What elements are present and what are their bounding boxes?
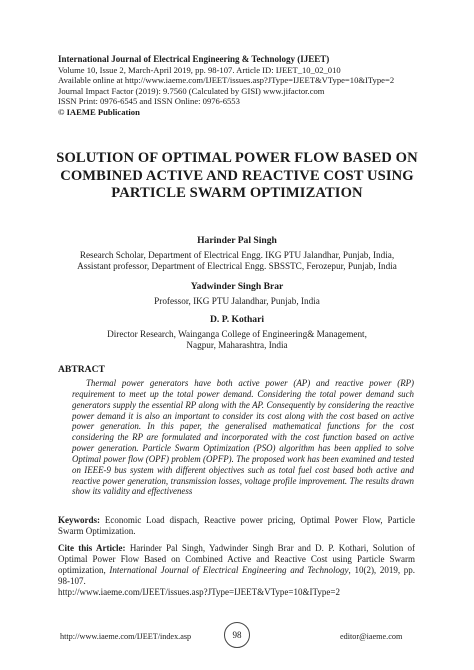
- journal-issue-line: Volume 10, Issue 2, March-April 2019, pp. 98-107. Article ID: IJEET_10_02_010: [58, 64, 341, 75]
- citation: [58, 543, 415, 598]
- footer-url[interactable]: http://www.iaeme.com/IJEET/index.asp: [60, 632, 192, 641]
- journal-header: [58, 54, 428, 118]
- journal-issn-line: ISSN Print: 0976-6545 and ISSN Online: 0976-6553: [58, 96, 240, 107]
- journal-url-line[interactable]: Available online at http://www.iaeme.com/IJEET/issues.asp?JType=IJEET&VType=10&IType=2: [58, 75, 395, 86]
- abstract-text: Thermal power generators have both active power (AP) and reactive power (RP) requirement to meet up the total power demand. Considering the total power demand such generators supply the essential RP along with the AP. Consequently by considering the reactive power demand it is also an important to consider its cost along with the cost based on active power generation. In this paper, the generalised mathematical functions for the cost considering the RP are formulated and incorporated with the cost function based on active power generation. Particle Swarm Optimization (PSO) algorithm has been applied to solve Optimal power flow (OPF) problem (OPFP). The proposed work has been examined and tested on IEEE-9 bus system with different objectives such as total fuel cost based both active and reactive power generation, transmission losses, voltage profile improvement. The results drawn show its validity and effectiveness: [72, 378, 414, 497]
- citation-text: Harinder Pal Singh, Yadwinder Singh Brar and D. P. Kothari, Solution of Optimal Power Flow Based on Combined Active and Reactive Cost using Particle Swarm optimization,: [58, 543, 416, 575]
- citation-volume: , 10(2), 2019, pp. 98-107.: [58, 565, 416, 586]
- author-block-2: [40, 281, 434, 307]
- footer-email[interactable]: editor@iaeme.com: [340, 632, 403, 641]
- author-affiliation: Nagpur, Maharashtra, India: [186, 340, 288, 351]
- journal-impact-line: Journal Impact Factor (2019): 9.7560 (Calculated by GISI) www.jifactor.com: [58, 85, 325, 96]
- keywords: [58, 515, 415, 537]
- journal-publisher-line: © IAEME Publication: [58, 106, 140, 117]
- author-name: D. P. Kothari: [209, 314, 264, 325]
- keywords-label: Keywords:: [58, 515, 100, 525]
- author-name: Harinder Pal Singh: [197, 235, 277, 246]
- journal-name: International Journal of Electrical Engineering & Technology (IJEET): [58, 54, 330, 64]
- citation-url[interactable]: http://www.iaeme.com/IJEET/issues.asp?JType=IJEET&VType=10&IType=2: [58, 587, 340, 597]
- paper-title: SOLUTION OF OPTIMAL POWER FLOW BASED ON COMBINED ACTIVE AND REACTIVE COST USING PARTICLE SWARM OPTIMIZATION: [56, 150, 418, 201]
- author-affiliation: Assistant professor, Department of Electrical Engg. SBSSTC, Ferozepur, Punjab, India: [77, 261, 397, 272]
- author-block-3: [40, 314, 434, 352]
- author-block-1: [40, 235, 434, 273]
- author-affiliation: Research Scholar, Department of Electrical Engg. IKG PTU Jalandhar, Punjab, India,: [79, 249, 395, 260]
- keywords-text: Economic Load dispach, Reactive power pricing, Optimal Power Flow, Particle Swarm Optimization.: [58, 515, 415, 536]
- author-affiliation: Professor, IKG PTU Jalandhar, Punjab, India: [154, 295, 320, 306]
- page-number: 98: [224, 622, 250, 648]
- citation-label: Cite this Article:: [58, 543, 126, 553]
- citation-journal: International Journal of Electrical Engineering and Technology: [109, 565, 349, 575]
- author-affiliation: Director Research, Wainganga College of Engineering& Management,: [107, 328, 367, 339]
- author-name: Yadwinder Singh Brar: [190, 281, 284, 292]
- abstract-heading: ABTRACT: [58, 364, 105, 375]
